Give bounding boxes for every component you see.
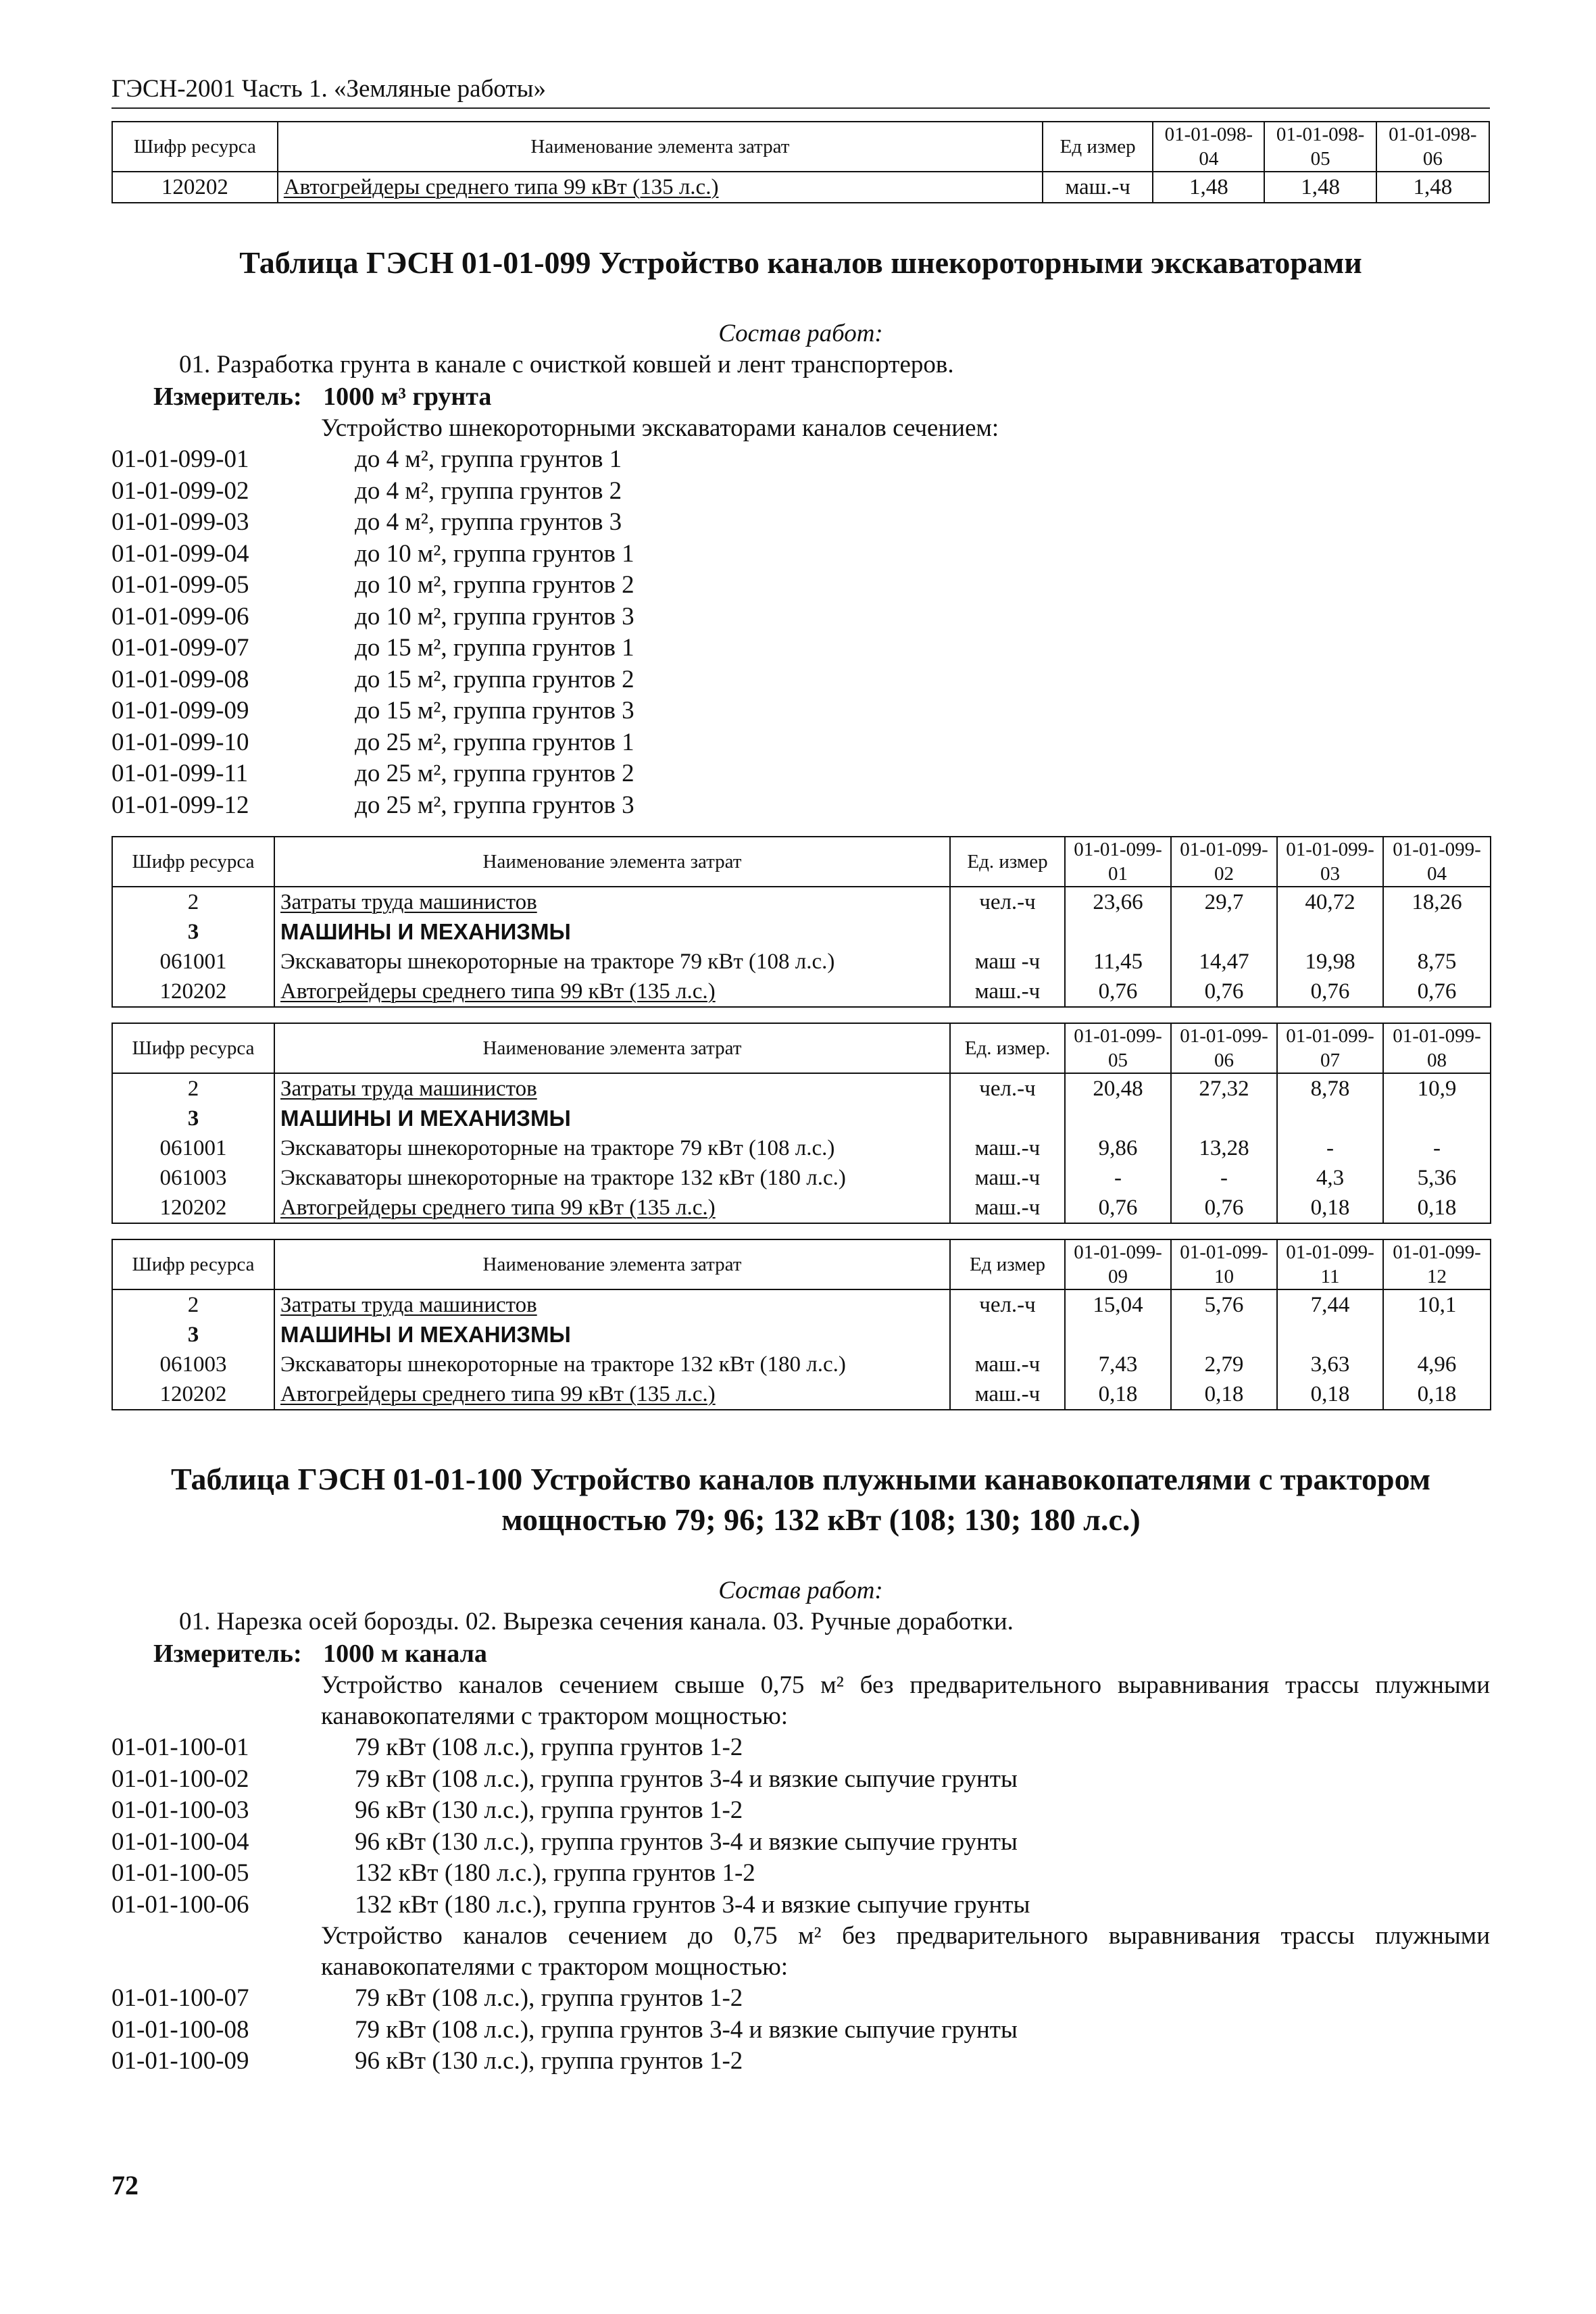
composition-text: 01. Нарезка осей борозды. 02. Вырезка сечения канала. 03. Ручные доработки. <box>179 1608 1014 1635</box>
cost-element-name: Затраты труда машинистов <box>274 1073 950 1104</box>
list-item <box>111 758 1490 790</box>
value-cell: 0,76 <box>1171 977 1277 1007</box>
value-cell: 0,18 <box>1171 1379 1277 1410</box>
list-item <box>111 2046 1490 2077</box>
header-cell: 01-01-098-04 <box>1153 122 1264 172</box>
item-code: 01-01-100-06 <box>111 1890 249 1919</box>
resource-code: 3 <box>112 1104 274 1133</box>
value-cell: 27,32 <box>1171 1073 1277 1104</box>
value-cell: 0,76 <box>1171 1193 1277 1223</box>
list-item <box>111 2015 1490 2046</box>
value-cell <box>1277 1320 1383 1350</box>
item-code: 01-01-099-12 <box>111 791 249 819</box>
header-cell: Наименование элемента затрат <box>274 1239 950 1289</box>
composition-text: 01. Разработка грунта в канале с очисткой ковшей и лент транспортеров. <box>179 351 954 378</box>
list-item <box>111 444 1490 476</box>
resource-code: 120202 <box>112 172 278 203</box>
item-text: 79 кВт (108 л.с.), группа грунтов 1-2 <box>355 1984 743 2012</box>
item-text: 79 кВт (108 л.с.), группа грунтов 1-2 <box>355 1733 743 1761</box>
value-cell <box>1171 917 1277 947</box>
list-item <box>111 1983 1490 2015</box>
list-item <box>111 1732 1490 1764</box>
resource-code: 3 <box>112 917 274 947</box>
value-cell: 0,76 <box>1383 977 1491 1007</box>
table-row <box>112 1289 1491 1320</box>
item-list <box>111 444 1490 821</box>
item-text: 79 кВт (108 л.с.), группа грунтов 3-4 и вязкие сыпучие грунты <box>355 2015 1018 2044</box>
resource-code: 061003 <box>112 1163 274 1193</box>
value-cell <box>1171 1104 1277 1133</box>
value-cell: 0,18 <box>1065 1379 1171 1410</box>
resource-code: 120202 <box>112 1193 274 1223</box>
list-item <box>111 601 1490 633</box>
document-page <box>111 74 1490 2077</box>
unit-cell: чел.-ч <box>950 887 1065 917</box>
item-text: до 25 м², группа грунтов 3 <box>355 791 634 819</box>
item-text: до 4 м², группа грунтов 2 <box>355 476 622 505</box>
item-text: 96 кВт (130 л.с.), группа грунтов 1-2 <box>355 2047 743 2075</box>
value-cell <box>1171 1320 1277 1350</box>
value-cell <box>1277 1104 1383 1133</box>
unit-cell: маш.-ч <box>950 977 1065 1007</box>
table-row <box>112 1163 1491 1193</box>
table-row <box>112 1073 1491 1104</box>
value-cell: 40,72 <box>1277 887 1383 917</box>
item-text: до 15 м², группа грунтов 1 <box>355 634 634 662</box>
header-cell: 01-01-099-04 <box>1383 837 1491 887</box>
item-code: 01-01-099-08 <box>111 665 249 693</box>
resource-code: 2 <box>112 887 274 917</box>
unit-cell <box>950 1104 1065 1133</box>
item-text: до 15 м², группа грунтов 2 <box>355 665 634 693</box>
value-cell: 11,45 <box>1065 947 1171 977</box>
header-cell: Ед. измер <box>950 837 1065 887</box>
unit-cell: чел.-ч <box>950 1073 1065 1104</box>
section-row <box>112 1104 1491 1133</box>
table-row <box>112 947 1491 977</box>
list-item <box>111 664 1490 696</box>
table-header-row <box>112 837 1491 887</box>
value-cell: 20,48 <box>1065 1073 1171 1104</box>
items-intro: Устройство шнекороторными экскаваторами каналов сечением: <box>321 414 999 442</box>
table-row <box>112 1350 1491 1379</box>
cost-element-name: Экскаваторы шнекороторные на тракторе 79 кВт (108 л.с.) <box>274 947 950 977</box>
unit-cell: маш.-ч <box>950 1133 1065 1163</box>
header-cell: Наименование элемента затрат <box>274 837 950 887</box>
value-cell: 0,18 <box>1277 1193 1383 1223</box>
value-cell: 0,18 <box>1383 1379 1491 1410</box>
section-heading: МАШИНЫ И МЕХАНИЗМЫ <box>274 1104 950 1133</box>
running-header: ГЭСН-2001 Часть 1. «Земляные работы» <box>111 74 1490 109</box>
list-item <box>111 570 1490 601</box>
table-row <box>112 172 1489 203</box>
cost-element-name: Экскаваторы шнекороторные на тракторе 79 кВт (108 л.с.) <box>274 1133 950 1163</box>
value-cell: 8,78 <box>1277 1073 1383 1104</box>
value-cell: 10,1 <box>1383 1289 1491 1320</box>
value-cell <box>1383 1320 1491 1350</box>
items-intro-2: Устройство каналов сечением до 0,75 м² без предварительного выравнивания трассы плужными канавокопателями с трактором мощностью: <box>321 1922 1490 1981</box>
section-heading: МАШИНЫ И МЕХАНИЗМЫ <box>274 917 950 947</box>
list-item <box>111 1764 1490 1796</box>
page-number: 72 <box>111 2170 139 2200</box>
value-cell: 0,76 <box>1277 977 1383 1007</box>
item-code: 01-01-099-11 <box>111 760 249 787</box>
value-cell: 29,7 <box>1171 887 1277 917</box>
item-code: 01-01-099-05 <box>111 571 249 599</box>
item-code: 01-01-100-07 <box>111 1984 249 2012</box>
section-heading: МАШИНЫ И МЕХАНИЗМЫ <box>274 1320 950 1350</box>
value-cell <box>1383 917 1491 947</box>
value-cell: - <box>1383 1133 1491 1163</box>
item-code: 01-01-099-04 <box>111 539 249 568</box>
item-text: 79 кВт (108 л.с.), группа грунтов 3-4 и вязкие сыпучие грунты <box>355 1765 1018 1793</box>
value-cell: 23,66 <box>1065 887 1171 917</box>
item-code: 01-01-099-01 <box>111 445 249 473</box>
list-item <box>111 1890 1490 1921</box>
value-cell: 9,86 <box>1065 1133 1171 1163</box>
unit-cell: маш.-ч <box>950 1350 1065 1379</box>
value-cell: 15,04 <box>1065 1289 1171 1320</box>
list-item <box>111 790 1490 822</box>
value-cell: - <box>1171 1163 1277 1193</box>
cost-element-name: Экскаваторы шнекороторные на тракторе 132 кВт (180 л.с.) <box>274 1163 950 1193</box>
unit-cell: маш.-ч <box>950 1193 1065 1223</box>
resource-code: 061003 <box>112 1350 274 1379</box>
item-code: 01-01-099-03 <box>111 508 249 536</box>
cost-element-name: Автогрейдеры среднего типа 99 кВт (135 л.с.) <box>278 172 1043 203</box>
header-cell: 01-01-098-05 <box>1264 122 1376 172</box>
unit-cell: маш.-ч <box>1043 172 1153 203</box>
cost-element-name: Затраты труда машинистов <box>274 887 950 917</box>
unit-cell: маш -ч <box>950 947 1065 977</box>
list-item <box>111 695 1490 727</box>
item-text: до 10 м², группа грунтов 1 <box>355 539 634 568</box>
value-cell: 4,96 <box>1383 1350 1491 1379</box>
cost-table <box>111 836 1491 1008</box>
unit-cell <box>950 1320 1065 1350</box>
item-text: до 15 м², группа грунтов 3 <box>355 697 634 724</box>
item-text: до 4 м², группа грунтов 1 <box>355 445 622 473</box>
item-text: 96 кВт (130 л.с.), группа грунтов 1-2 <box>355 1796 743 1824</box>
list-item <box>111 1827 1490 1858</box>
cost-tables-099 <box>111 836 1490 1410</box>
item-code: 01-01-099-10 <box>111 728 249 756</box>
list-item <box>111 539 1490 570</box>
value-cell: 7,43 <box>1065 1350 1171 1379</box>
cost-element-name: Автогрейдеры среднего типа 99 кВт (135 л.с.) <box>274 1193 950 1223</box>
table-row <box>112 887 1491 917</box>
value-cell: 3,63 <box>1277 1350 1383 1379</box>
composition-label: Состав работ: <box>718 320 883 347</box>
item-code: 01-01-100-08 <box>111 2015 249 2044</box>
header-cell: 01-01-099-09 <box>1065 1239 1171 1289</box>
value-cell <box>1065 1104 1171 1133</box>
item-text: до 10 м², группа грунтов 3 <box>355 602 634 631</box>
value-cell <box>1277 917 1383 947</box>
list-item <box>111 1795 1490 1827</box>
header-cell: 01-01-099-08 <box>1383 1023 1491 1073</box>
section-title: Таблица ГЭСН 01-01-099 Устройство каналов шнекороторными экскаваторами <box>239 245 1362 280</box>
header-cell: 01-01-099-01 <box>1065 837 1171 887</box>
list-item <box>111 1858 1490 1890</box>
item-text: до 10 м², группа грунтов 2 <box>355 571 634 599</box>
value-cell: 2,79 <box>1171 1350 1277 1379</box>
value-cell: 1,48 <box>1264 172 1376 203</box>
section-row <box>112 917 1491 947</box>
header-cell: Шифр ресурса <box>112 837 274 887</box>
unit-cell: чел.-ч <box>950 1289 1065 1320</box>
table-row <box>112 1193 1491 1223</box>
resource-code: 3 <box>112 1320 274 1350</box>
resource-code: 061001 <box>112 1133 274 1163</box>
value-cell: 0,76 <box>1065 977 1171 1007</box>
meter-label: Измеритель: <box>153 1640 302 1668</box>
value-cell: 5,76 <box>1171 1289 1277 1320</box>
section-row <box>112 1320 1491 1350</box>
header-cell: 01-01-099-07 <box>1277 1023 1383 1073</box>
value-cell: 4,3 <box>1277 1163 1383 1193</box>
meter-label: Измеритель: <box>153 383 302 411</box>
item-code: 01-01-099-07 <box>111 634 249 662</box>
header-cell: 01-01-099-06 <box>1171 1023 1277 1073</box>
list-item <box>111 476 1490 508</box>
value-cell: 0,18 <box>1277 1379 1383 1410</box>
section-title-line1: Таблица ГЭСН 01-01-100 Устройство каналов плужными канавокопателями с трактором <box>170 1462 1431 1496</box>
table-header-row <box>112 1023 1491 1073</box>
resource-code: 120202 <box>112 977 274 1007</box>
list-item <box>111 633 1490 664</box>
value-cell: 8,75 <box>1383 947 1491 977</box>
item-code: 01-01-099-06 <box>111 602 249 631</box>
header-cell: Наименование элемента затрат <box>274 1023 950 1073</box>
header-cell: Ед измер <box>1043 122 1153 172</box>
cost-element-name: Автогрейдеры среднего типа 99 кВт (135 л.с.) <box>274 977 950 1007</box>
header-cell: Ед. измер. <box>950 1023 1065 1073</box>
resource-code: 2 <box>112 1073 274 1104</box>
header-cell: 01-01-099-03 <box>1277 837 1383 887</box>
unit-cell <box>950 917 1065 947</box>
value-cell: 1,48 <box>1376 172 1489 203</box>
unit-cell: маш.-ч <box>950 1163 1065 1193</box>
meter-line <box>111 1638 1490 1670</box>
header-cell: Ед измер <box>950 1239 1065 1289</box>
resource-code: 061001 <box>112 947 274 977</box>
header-cell: 01-01-099-12 <box>1383 1239 1491 1289</box>
meter-value: 1000 м³ грунта <box>323 383 492 411</box>
header-cell: 01-01-099-05 <box>1065 1023 1171 1073</box>
item-text: 96 кВт (130 л.с.), группа грунтов 3-4 и вязкие сыпучие грунты <box>355 1827 1018 1856</box>
item-code: 01-01-099-02 <box>111 476 249 505</box>
value-cell: 10,9 <box>1383 1073 1491 1104</box>
item-list <box>111 1732 1490 1921</box>
item-code: 01-01-099-09 <box>111 697 249 724</box>
table-header-row <box>112 1239 1491 1289</box>
list-item <box>111 507 1490 539</box>
value-cell: 18,26 <box>1383 887 1491 917</box>
composition-label: Состав работ: <box>718 1577 883 1604</box>
header-cell: Наименование элемента затрат <box>278 122 1043 172</box>
meter-line <box>111 380 1490 413</box>
value-cell: 0,76 <box>1065 1193 1171 1223</box>
value-cell: - <box>1065 1163 1171 1193</box>
header-cell: 01-01-098-06 <box>1376 122 1489 172</box>
item-code: 01-01-100-03 <box>111 1796 249 1824</box>
table-row <box>112 977 1491 1007</box>
item-code: 01-01-100-09 <box>111 2047 249 2075</box>
item-list <box>111 1983 1490 2077</box>
items-intro-1: Устройство каналов сечением свыше 0,75 м² без предварительного выравнивания трассы плужными канавокопателями с трактором мощностью: <box>321 1671 1490 1730</box>
resource-code: 120202 <box>112 1379 274 1410</box>
section-title-line2: мощностью 79; 96; 132 кВт (108; 130; 180 л.с.) <box>501 1502 1141 1537</box>
cost-element-name: Экскаваторы шнекороторные на тракторе 132 кВт (180 л.с.) <box>274 1350 950 1379</box>
value-cell: 1,48 <box>1153 172 1264 203</box>
value-cell: 5,36 <box>1383 1163 1491 1193</box>
cost-table <box>111 1239 1491 1410</box>
value-cell: 19,98 <box>1277 947 1383 977</box>
cost-table <box>111 1023 1491 1224</box>
value-cell: - <box>1277 1133 1383 1163</box>
value-cell: 0,18 <box>1383 1193 1491 1223</box>
cost-element-name: Затраты труда машинистов <box>274 1289 950 1320</box>
item-code: 01-01-100-04 <box>111 1827 249 1856</box>
top-cost-table <box>111 121 1490 203</box>
item-text: 132 кВт (180 л.с.), группа грунтов 1-2 <box>355 1859 755 1887</box>
item-text: до 4 м², группа грунтов 3 <box>355 508 622 536</box>
cost-element-name: Автогрейдеры среднего типа 99 кВт (135 л.с.) <box>274 1379 950 1410</box>
unit-cell: маш.-ч <box>950 1379 1065 1410</box>
item-text: до 25 м², группа грунтов 1 <box>355 728 634 756</box>
value-cell <box>1065 917 1171 947</box>
list-item <box>111 727 1490 759</box>
value-cell: 14,47 <box>1171 947 1277 977</box>
resource-code: 2 <box>112 1289 274 1320</box>
table-header-row <box>112 122 1489 172</box>
item-text: 132 кВт (180 л.с.), группа грунтов 3-4 и вязкие сыпучие грунты <box>355 1890 1030 1919</box>
item-code: 01-01-100-01 <box>111 1733 249 1761</box>
value-cell <box>1065 1320 1171 1350</box>
value-cell <box>1383 1104 1491 1133</box>
item-code: 01-01-100-02 <box>111 1765 249 1793</box>
value-cell: 13,28 <box>1171 1133 1277 1163</box>
header-cell: Шифр ресурса <box>112 122 278 172</box>
item-code: 01-01-100-05 <box>111 1859 249 1887</box>
item-text: до 25 м², группа грунтов 2 <box>355 760 634 787</box>
header-cell: Шифр ресурса <box>112 1239 274 1289</box>
value-cell: 7,44 <box>1277 1289 1383 1320</box>
header-cell: Шифр ресурса <box>112 1023 274 1073</box>
header-cell: 01-01-099-11 <box>1277 1239 1383 1289</box>
header-cell: 01-01-099-02 <box>1171 837 1277 887</box>
header-cell: 01-01-099-10 <box>1171 1239 1277 1289</box>
table-row <box>112 1379 1491 1410</box>
table-row <box>112 1133 1491 1163</box>
meter-value: 1000 м канала <box>323 1640 487 1668</box>
